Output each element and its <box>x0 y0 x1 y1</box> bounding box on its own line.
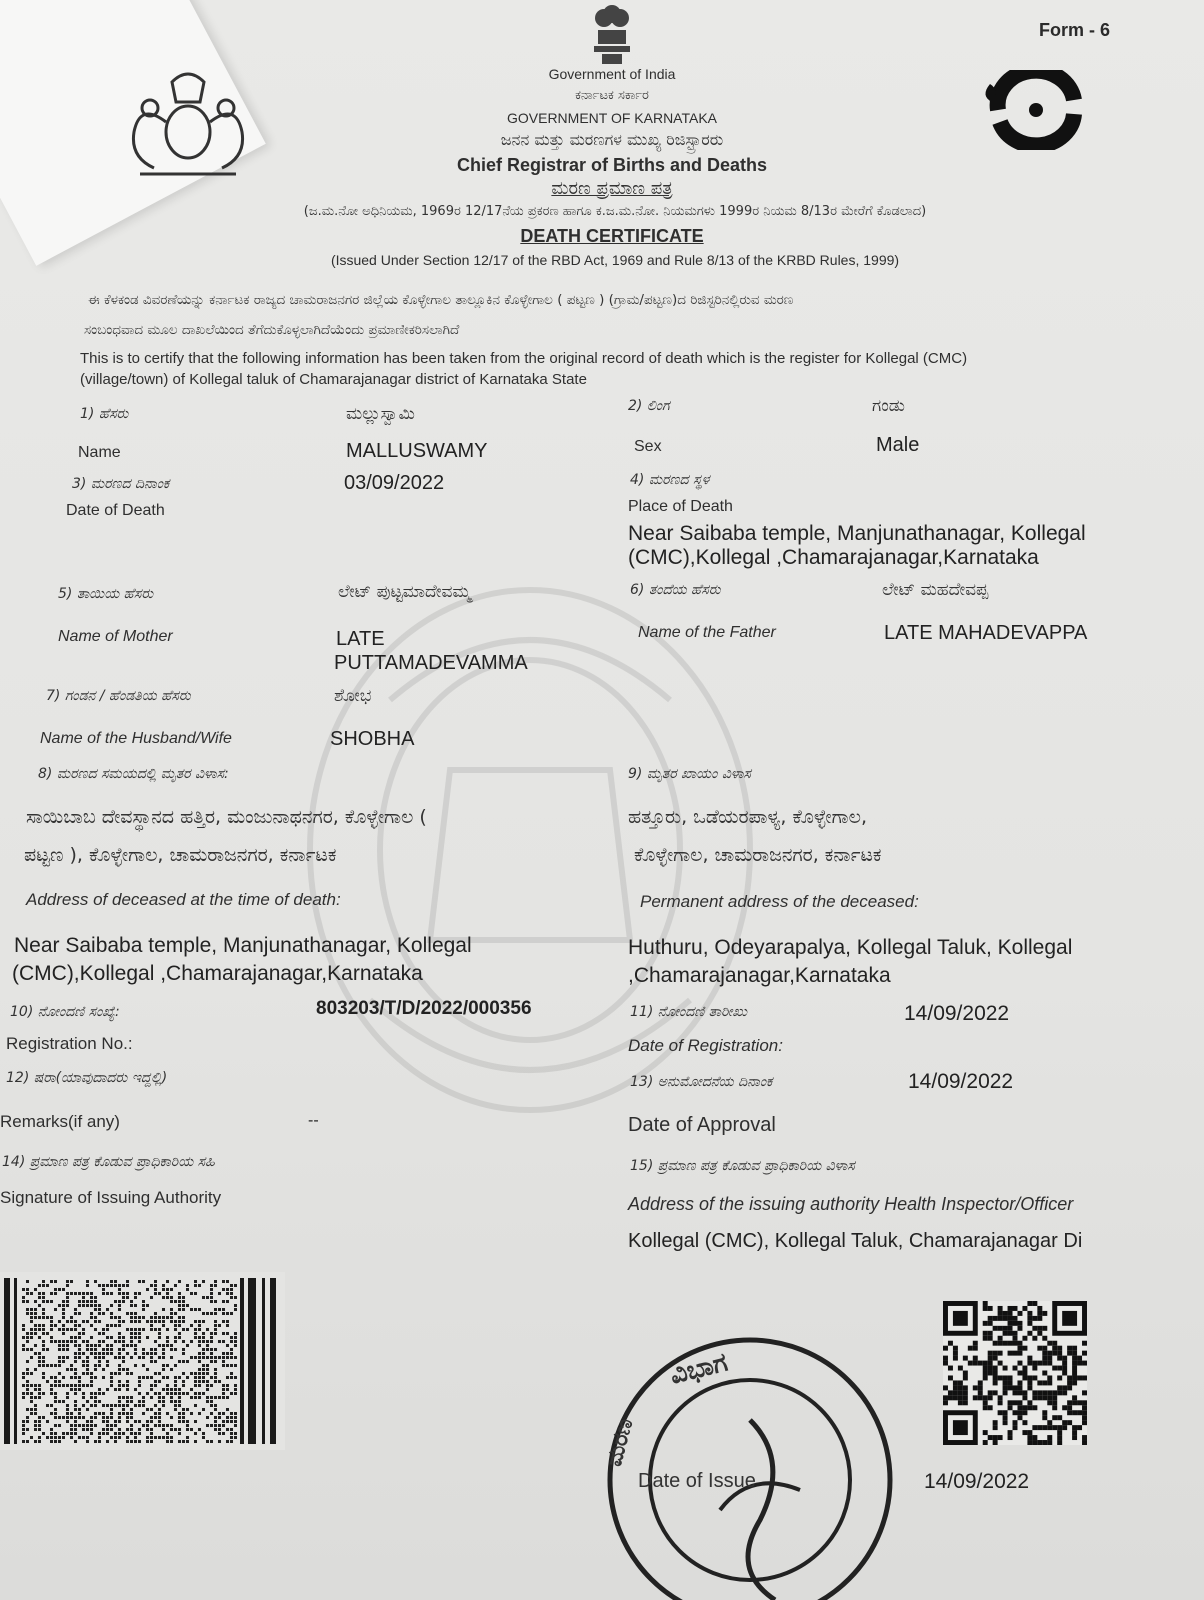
sex-kn-value: ಗಂಡು <box>872 396 905 416</box>
certificate-en-title: DEATH CERTIFICATE <box>520 226 704 246</box>
karnataka-kn-text: ಕರ್ನಾಟಕ ಸರ್ಕಾರ <box>575 88 649 103</box>
mother-kn-label: 5) ತಾಯಿಯ ಹೆಸರು <box>58 586 154 602</box>
name-label: Name <box>78 444 121 461</box>
addr-perm-label: Permanent address of the deceased: <box>640 892 919 911</box>
registrar-kn-text: ಜನನ ಮತ್ತು ಮರಣಗಳ ಮುಖ್ಯ ರಿಜಿಸ್ಟ್ರಾರರು <box>500 130 724 149</box>
mother-value-line-1: LATE <box>336 628 385 650</box>
barcode-icon <box>0 1272 285 1450</box>
pod-value-line-1: Near Saibaba temple, Manjunathanagar, Kollegal <box>628 522 1086 545</box>
certificate-kn-title: ಮರಣ ಪ್ರಮಾಣ ಪತ್ರ <box>551 178 673 199</box>
addr-death-value-line-2: (CMC),Kollegal ,Chamarajanagar,Karnataka <box>12 962 423 985</box>
addr-perm-kn-line-1: ಹತ್ತೂರು, ಒಡೆಯರಪಾಳ್ಯ, ಕೊಳ್ಳೇಗಾಲ, <box>628 806 867 828</box>
sex-value: Male <box>876 434 920 456</box>
sex-label: Sex <box>634 438 662 455</box>
dod-label: Date of Death <box>66 502 165 519</box>
issued-under-kn-text: (ಜ.ಮ.ನೋ ಅಧಿನಿಯಮ, 1969ರ 12/17ನೆಯ ಪ್ರಕರಣ ಹಾಗೂ ಕ.ಜ.ಮ.ನೋ. ನಿಯಮಗಳು 1999ರ ನಿಯಮ 8/13ರ ಮೇರೆಗೆ ಕೊಡಲಾದ) <box>303 204 927 219</box>
remarks-kn-label: 12) ಷರಾ(ಯಾವುದಾದರು ಇದ್ದಲ್ಲಿ) <box>6 1070 168 1086</box>
name-kn-value: ಮಲ್ಲುಸ್ವಾಮಿ <box>346 404 415 424</box>
stamp-date-of-issue: Date of Issue <box>638 1470 756 1492</box>
addr-death-kn-line-1: ಸಾಯಿಬಾಬ ದೇವಸ್ಥಾನದ ಹತ್ತಿರ, ಮಂಜುನಾಥನಗರ, ಕೊಳ್ಳೇಗಾಲ ( <box>26 806 427 828</box>
mother-label: Name of Mother <box>58 628 173 645</box>
spouse-kn-value: ಶೋಭ <box>334 686 372 706</box>
mother-value-line-2: PUTTAMADEVAMMA <box>334 652 528 674</box>
auth-addr-label: Address of the issuing authority Health Inspector/Officer <box>628 1194 1074 1214</box>
official-stamp-icon <box>600 1320 900 1600</box>
dod-value: 03/09/2022 <box>344 472 445 494</box>
approval-kn-label: 13) ಅನುಮೋದನೆಯ ದಿನಾಂಕ <box>630 1074 773 1090</box>
addr-death-value-line-1: Near Saibaba temple, Manjunathanagar, Kollegal <box>14 934 472 957</box>
crs-logo-icon <box>978 70 1094 150</box>
auth-addr-value: Kollegal (CMC), Kollegal Taluk, Chamarajanagar Di <box>628 1230 1083 1252</box>
spouse-kn-label: 7) ಗಂಡನ / ಹೆಂಡತಿಯ ಹೆಸರು <box>46 688 191 704</box>
name-kn-label: 1) ಹೆಸರು <box>80 406 129 422</box>
mother-kn-value: ಲೇಟ್ ಪುಟ್ಟಮಾದೇವಮ್ಮ <box>338 582 471 602</box>
regno-value: 803203/T/D/2022/000356 <box>316 998 532 1019</box>
regdate-kn-label: 11) ನೋಂದಣಿ ತಾರೀಖು <box>630 1004 748 1020</box>
father-kn-label: 6) ತಂದೆಯ ಹೆಸರು <box>630 582 721 598</box>
intro-en-line-1: This is to certify that the following information has been taken from the original record of death which is the register for Kollegal (CMC) <box>80 350 968 367</box>
auth-addr-kn-label: 15) ಪ್ರಮಾಣ ಪತ್ರ ಕೊಡುವ ಪ್ರಾಧಿಕಾರಿಯ ವಿಳಾಸ <box>630 1158 855 1174</box>
karnataka-emblem-icon <box>120 62 256 180</box>
gov-india-text: Government of India <box>548 66 676 82</box>
addr-perm-kn-line-2: ಕೊಳ್ಳೇಗಾಲ, ಚಾಮರಾಜನಗರ, ಕರ್ನಾಟಕ <box>634 844 882 866</box>
regdate-value: 14/09/2022 <box>904 1002 1010 1025</box>
registrar-en-text: Chief Registrar of Births and Deaths <box>456 155 768 175</box>
pod-label: Place of Death <box>628 498 733 515</box>
form-label: Form - 6 <box>1038 20 1110 40</box>
pod-value-line-2: (CMC),Kollegal ,Chamarajanagar,Karnataka <box>628 546 1039 569</box>
issued-under-en-text: (Issued Under Section 12/17 of the RBD Act, 1969 and Rule 8/13 of the KRBD Rules, 1999) <box>330 252 900 268</box>
spouse-value: SHOBHA <box>330 728 415 750</box>
sex-kn-label: 2) ಲಿಂಗ <box>628 398 670 414</box>
addr-perm-value-line-1: Huthuru, Odeyarapalya, Kollegal Taluk, Kollegal <box>628 936 1073 959</box>
addr-death-label: Address of deceased at the time of death: <box>26 890 341 909</box>
addr-death-kn-line-2: ಪಟ್ಟಣ ), ಕೊಳ್ಳೇಗಾಲ, ಚಾಮರಾಜನಗರ, ಕರ್ನಾಟಕ <box>24 844 337 866</box>
pod-kn-label: 4) ಮರಣದ ಸ್ಥಳ <box>630 472 710 488</box>
regno-kn-label: 10) ನೋಂದಣಿ ಸಂಖ್ಯೆ: <box>10 1004 120 1020</box>
addr-perm-value-line-2: ,Chamarajanagar,Karnataka <box>628 964 891 987</box>
approval-value: 14/09/2022 <box>908 1070 1014 1093</box>
ashoka-emblem-icon <box>582 0 642 64</box>
remarks-value: -- <box>308 1112 319 1129</box>
addr-death-kn-label: 8) ಮರಣದ ಸಮಯದಲ್ಲಿ ಮೃತರ ವಿಳಾಸ: <box>38 766 229 782</box>
sign-label: Signature of Issuing Authority <box>0 1188 222 1207</box>
regno-label: Registration No.: <box>6 1034 133 1053</box>
approval-label: Date of Approval <box>628 1114 776 1136</box>
intro-kn-line-2: ಸಂಬಂಧವಾದ ಮೂಲ ದಾಖಲೆಯಿಂದ ತೆಗೆದುಕೊಳ್ಳಲಾಗಿದೆಯೆಂದು ಪ್ರಮಾಣೀಕರಿಸಲಾಗಿದೆ <box>84 322 460 338</box>
stamp-kn-top: ವಿಭಾಗ <box>667 1347 731 1391</box>
dod-kn-label: 3) ಮರಣದ ದಿನಾಂಕ <box>72 476 170 492</box>
father-value: LATE MAHADEVAPPA <box>884 622 1088 644</box>
intro-kn-line-1: ಈ ಕೆಳಕಂಡ ವಿವರಣೆಯನ್ನು ಕರ್ನಾಟಕ ರಾಜ್ಯದ ಚಾಮರಾಜನಗರ ಜಿಲ್ಲೆಯ ಕೊಳ್ಳೇಗಾಲ ತಾಲ್ಲೂಕಿನ ಕೊಳ್ಳೇಗಾಲ ( ಪಟ್ಟಣ ) (ಗ್ರಾಮ/ಪಟ್ಟಣ)ದ ರಿಜಿಸ್ಟರಿನಲ್ಲಿರುವ ಮರಣ <box>88 292 794 308</box>
addr-perm-kn-label: 9) ಮೃತರ ಖಾಯಂ ವಿಳಾಸ <box>628 766 751 782</box>
stamp-kn-left: ಮರಣ <box>601 1415 639 1470</box>
spouse-label: Name of the Husband/Wife <box>40 730 232 747</box>
qr-code-icon <box>943 1300 1087 1446</box>
intro-en-line-2: (village/town) of Kollegal taluk of Chamarajanagar district of Karnataka State <box>80 371 587 388</box>
issue-date-value: 14/09/2022 <box>924 1470 1030 1493</box>
father-kn-value: ಲೇಟ್ ಮಹದೇವಪ್ಪ <box>882 580 989 600</box>
remarks-label: Remarks(if any) <box>0 1112 120 1131</box>
karnataka-en-text: GOVERNMENT OF KARNATAKA <box>506 110 718 126</box>
father-label: Name of the Father <box>638 624 776 641</box>
regdate-label: Date of Registration: <box>628 1036 783 1055</box>
name-value: MALLUSWAMY <box>346 440 488 462</box>
sign-kn-label: 14) ಪ್ರಮಾಣ ಪತ್ರ ಕೊಡುವ ಪ್ರಾಧಿಕಾರಿಯ ಸಹಿ <box>2 1154 215 1170</box>
